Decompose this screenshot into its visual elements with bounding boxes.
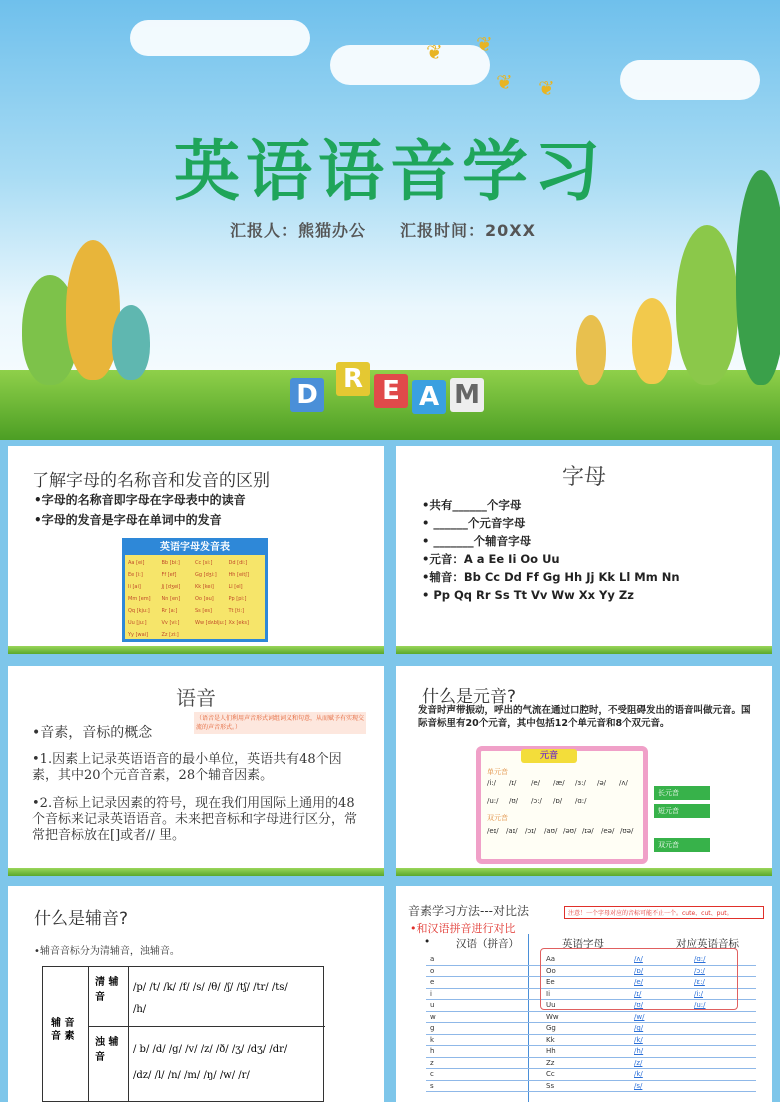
vowel-symbol: /eə/ [601,827,615,835]
alphabet-cell: Bb [bi:] [161,560,180,566]
bullet: •辅音音标分为清辅音，浊辅音。 [34,946,180,957]
slide-title: 了解字母的名称音和发音的区别 [32,471,270,491]
vowel-symbol: /ʊə/ [620,827,634,835]
table-cell: h [430,1047,435,1055]
tree-icon [736,170,780,385]
letter-list [422,496,680,604]
table-cell: Cc [546,1070,555,1078]
dream-cube: A [412,380,446,414]
alphabet-cell: Kk [kei] [195,584,214,590]
tag-long-vowel: 长元音 [654,786,710,800]
alphabet-row [128,557,262,569]
vowel-symbol: /ɒ/ [553,797,563,805]
slide-consonants [8,886,384,1102]
alphabet-row [128,605,262,617]
slide-title: 什么是辅音? [34,909,129,929]
alphabet-cell: Ee [i:] [128,572,143,578]
alphabet-cell: Vv [vi:] [161,620,180,626]
vowel-symbol: /e/ [531,779,541,787]
alphabet-cell [195,629,229,641]
table-row-label: 辅 音 音 素 [43,967,89,1102]
bullet: •字母的名称音即字母在字母表中的读音 [34,493,246,507]
tree-icon [676,225,738,385]
alphabet-row [128,617,262,629]
table-cell: e [430,978,435,986]
vowel-symbol: /u:/ [487,797,499,805]
table-cell: Hh [546,1047,556,1055]
dream-cube: M [450,378,484,412]
slide-title: 音素学习方法---对比法 [408,904,529,918]
tag-diphthong: 双元音 [654,838,710,852]
grass-strip [396,646,772,654]
vowel-row [487,827,639,835]
alphabet-cell: Ss [es] [195,608,212,614]
table-cell: g [430,1024,435,1032]
tree-icon [632,298,672,384]
header-bullet: • [424,936,431,948]
alphabet-chart [122,538,268,642]
grass-strip [8,868,384,876]
table-cell: /ɔ:/ [694,966,705,975]
table-cell: u [430,1001,435,1009]
slide-comparison [396,886,772,1102]
dream-cube: D [290,378,324,412]
highlight-box [540,948,738,1010]
slide-title: 什么是元音? [422,687,517,707]
single-vowel-label: 单元音 [487,768,508,776]
alphabet-cell: Ff [ef] [161,572,177,578]
voiced-list: /dz/ /l/ /n/ /m/ /ŋ/ /w/ /r/ [133,1070,250,1081]
alphabet-cell: Xx [eks] [228,620,249,626]
alphabet-cell: Hh [eitʃ] [228,572,250,578]
alphabet-row [128,593,262,605]
note-box: （语音是人们利用声音形式词组词义和句意，从而赋予有实现交流的声音形式。） [194,712,366,734]
voiced-cell [129,1027,325,1102]
table-cell: /ɒ/ [634,966,644,975]
slide-title: 字母 [561,465,606,490]
line: • ______个元音字母 [422,516,526,530]
bird-icon: ❦ [496,70,513,94]
line: • _______个辅音字母 [422,534,532,548]
table-row [426,1035,756,1047]
vowel-symbol: /əʊ/ [563,827,577,835]
vowel-symbol: /i:/ [487,779,497,787]
alphabet-cell: Uu [ju:] [128,620,147,626]
alphabet-grid [125,555,265,643]
bullet: •音素，音标的概念 [32,725,153,741]
cover-subtitle [230,218,570,241]
line: •辅音：Bb Cc Dd Ff Gg Hh Jj Kk Ll Mm Nn [422,570,680,584]
alphabet-cell: Zz [zi:] [161,632,179,638]
vowel-symbol: /ɔ:/ [531,797,542,805]
table-cell: w [430,1012,436,1021]
alphabet-cell: Qq [kju:] [128,608,150,614]
table-cell: c [430,1070,434,1078]
vowel-symbol: /ʌ/ [619,779,628,787]
board-title: 元音 [521,749,577,763]
table-cell: /ɪ/ [634,989,642,998]
bullet: •字母的发音是字母在单词中的发音 [34,513,222,527]
table-cell: a [430,955,435,963]
paragraph: •1.因素上记录英语语音的最小单位，英语共有48个因素，其中20个元音音素，28个辅音因素。 [32,752,342,783]
table-cell: Uu [546,1001,556,1009]
vowel-symbol: /ʊ/ [509,797,519,805]
table-cell: Gg [546,1024,556,1032]
vowel-symbol: /ɪə/ [582,827,594,835]
alphabet-cell: Tt [ti:] [228,608,245,614]
column-header: 英语字母 [562,938,604,950]
alphabet-cell: Rr [a:] [161,608,178,614]
tree-icon [112,305,150,380]
vowel-symbol: /aɪ/ [506,827,518,835]
cloud [620,60,760,100]
report-time: 汇报时间：20XX [400,221,536,240]
alphabet-row [128,629,262,641]
table-cell: s [430,1081,434,1090]
table-row [426,1012,756,1024]
voiceless-list: /h/ [133,1004,147,1015]
table-cell: /w/ [634,1012,645,1021]
table-cell: Ss [546,1081,555,1090]
table-cell: /ʌ/ [634,955,643,963]
sub-title: •和汉语拼音进行对比 [410,922,516,935]
alphabet-cell: Mm [em] [128,596,151,602]
table-cell: Kk [546,1035,555,1044]
alphabet-cell: Ii [ai] [128,584,141,590]
dream-cube: R [336,362,370,396]
voiceless-list: /p/ /t/ /k/ /f/ /s/ /θ/ /ʃ/ /tʃ/ /tr/ /ts/ [133,982,288,993]
bird-icon: ❦ [476,32,493,56]
table-cell: Ii [546,989,551,998]
cover-title: 英语语音学习 [174,133,606,210]
cloud [330,45,490,85]
slide-vowels [396,666,772,876]
vowel-definition: 发音时声带振动，呼出的气流在通过口腔时，不受阻碍发出的语音叫做元音。国际音标里有20个元音，其中包括12个单元音和8个双元音。 [418,705,751,729]
alphabet-cell: Oo [əu] [195,596,214,602]
table-row [426,1023,756,1035]
double-vowel-label: 双元音 [487,814,508,822]
alphabet-cell: Nn [en] [161,596,181,602]
table-cell: /i:/ [694,989,704,998]
line: •元音：A a Ee Ii Oo Uu [422,552,560,566]
alphabet-cell: Dd [di:] [228,560,248,566]
table-cell: /s/ [634,1081,643,1090]
tree-icon [576,315,606,385]
table-cell: /z/ [634,1058,643,1067]
table-row [426,1069,756,1081]
alphabet-cell: Aa [ei] [128,560,145,566]
table-cell: z [430,1058,434,1067]
tree-icon [66,240,120,380]
slide-phonetics [8,666,384,876]
alphabet-cell: Ll [el] [228,584,243,590]
alphabet-cell: Jj [dʒei] [161,584,181,590]
table-cell: /u:/ [694,1001,706,1009]
table-cell: /k/ [634,1035,643,1044]
column-header: 汉语（拼音） [456,938,519,950]
tag-short-vowel: 短元音 [654,804,710,818]
alphabet-row [128,569,262,581]
table-cell: o [430,966,435,975]
alphabet-cell: Pp [pi:] [228,596,247,602]
alphabet-row [128,581,262,593]
table-cell: /ʊ/ [634,1001,644,1009]
table-row [426,1058,756,1070]
table-row [426,1046,756,1058]
table-cell: /k/ [634,1070,643,1078]
table-cell: /ɛ:/ [694,978,705,986]
cover-slide [0,0,780,440]
vowel-symbol: /æ/ [553,779,565,787]
reporter: 汇报人：熊猫办公 [230,221,367,240]
alphabet-cell: Yy [wai] [128,632,149,638]
alphabet-cell [229,629,263,641]
voiceless-cell [129,967,325,1027]
alphabet-cell: Gg [dʒi:] [195,572,217,578]
alphabet-cell: Cc [si:] [195,560,213,566]
voiceless-label: 清 辅 音 [89,967,129,1027]
vowel-board [476,746,648,864]
table-cell: /g/ [634,1024,644,1032]
table-cell: k [430,1035,435,1044]
table-cell: Ww [546,1012,559,1021]
bird-icon: ❦ [538,76,555,100]
paragraph: •2.音标上记录因素的符号，现在我们用国际上通用的48个音标来记录英语语音。未来把音标和字母进行区分，常常把音标放在[]或者// 里。 [32,796,358,843]
vowel-symbol: /ɑ:/ [575,797,587,805]
consonant-table [42,966,324,1102]
line: • Pp Qq Rr Ss Tt Vv Ww Xx Yy Zz [422,588,634,602]
table-cell: Oo [546,966,556,975]
vowel-symbol: /ɜ:/ [575,779,586,787]
vowel-symbol: /aʊ/ [544,827,558,835]
table-cell: /h/ [634,1047,644,1055]
vowel-symbol: /ə/ [597,779,607,787]
bird-icon: ❦ [426,40,443,64]
slide-title: 语音 [176,686,216,710]
table-row [426,1081,756,1093]
column-header: 对应英语音标 [676,938,739,950]
vowel-symbol: /eɪ/ [487,827,499,835]
warning-note: 注意！一个字母对应的音标可能不止一个。cute、cut、put。 [564,906,764,919]
voiced-list: / b/ /d/ /g/ /v/ /z/ /ð/ /ʒ/ /dʒ/ /dr/ [133,1044,288,1055]
grass-strip [396,868,772,876]
vowel-symbol: /ɪ/ [509,779,517,787]
dream-cube: E [374,374,408,408]
grass-strip [8,646,384,654]
table-cell: Aa [546,955,556,963]
alphabet-cell: Ww [dʌblju:] [195,620,227,626]
slide-letters [396,446,772,654]
slide-letter-sounds [8,446,384,654]
table-cell: /ɑ:/ [694,955,706,963]
vowel-row [487,797,597,805]
cloud [130,20,310,56]
alphabet-chart-title: 英语字母发音表 [125,541,265,555]
table-cell: Ee [546,978,555,986]
voiced-label: 浊 辅 音 [89,1027,129,1102]
table-cell: /e/ [634,978,644,986]
vowel-row [487,779,641,787]
table-cell: i [430,989,432,998]
table-cell: Zz [546,1058,555,1067]
line: •共有______个字母 [422,498,522,512]
vowel-symbol: /ɔɪ/ [525,827,537,835]
